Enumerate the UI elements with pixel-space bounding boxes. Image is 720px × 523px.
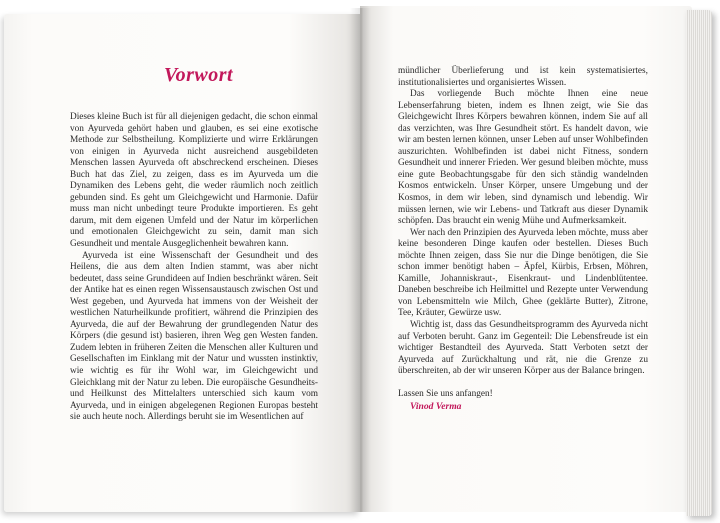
closing-line: Lassen Sie uns anfangen!	[398, 389, 493, 400]
paragraph: Ayurveda ist eine Wissenschaft der Gesundheit und des Heilens, die aus dem alten Indien stammt, was aber nicht bedeutet, dass seine Grundideen auf Indien beschränkt wären. Seit der Antike hat es einen regen Wissensaustausch zwischen Ost und West gegeben, und Ayurveda hat immens von der Weisheit der westlichen Naturheilkunde profitiert, während die Prinzipien des Ayurveda, die auf der Bewahrung der grundlegenden Natur des Körpers (die gesund ist) basieren, ihren Weg gen Westen fanden. Zudem lebten in früheren Zeiten die Menschen aller Kulturen und Gesellschaften im Einklang mit der Natur und wussten instinktiv, wie wichtig es für ihr Wohl war, im Gleichgewicht und Gleichklang mit der Natur zu leben. Die europäische Gesundheits- und Heilkunst des Mittelalters unterschied sich kaum vom Ayurveda, und in einigen abgelegenen Regionen Europas besteht sie auch heute noch. Allerdings beruht sie im Wesentlichen auf	[70, 250, 318, 423]
chapter-title: Vorwort	[164, 64, 234, 86]
page-edges	[686, 10, 712, 516]
right-page-text	[398, 66, 648, 412]
author-signature: Vinod Verma	[410, 400, 462, 412]
left-page-text	[70, 112, 318, 424]
book-spine	[350, 8, 372, 512]
paragraph: Das vorliegende Buch möchte Ihnen eine neue Lebenserfahrung bieten, indem es Ihnen zeigt, wie Sie das Gleichgewicht Ihres Körpers bewahren können, indem Sie auf all das verzichten, was Ihre Gesundheit stört. Es handelt davon, wie wir am besten lernen können, unser Leben auf unser Wohlbefinden auszurichten. Wohlbefinden ist dabei nicht Fitness, sondern Gesundheit und innerer Frieden. Wer gesund bleiben möchte, muss eine gute Beobachtungsgabe für den sich ständig wandelnden Kosmos entwickeln. Unser Körper, unsere Umgebung und der Kosmos, in dem wir leben, sind dynamisch und lebendig. Wir müssen lernen, wie wir Lebens- und Tatkraft aus dieser Dynamik schöpfen. Das braucht ein wenig Mühe und Aufmerksamkeit.	[398, 89, 648, 227]
paragraph: Wer nach den Prinzipien des Ayurveda leben möchte, muss aber keine besonderen Dinge kaufen oder bestellen. Dieses Buch möchte Ihnen zeigen, dass Sie nur die Dinge benötigen, die Sie schon immer benötigt haben – Äpfel, Kürbis, Erbsen, Möhren, Kamille, Johanniskraut-, Eisenkraut- und Lindenblütentee. Daneben beschreibe ich Heilmittel und Rezepte unter Verwendung von Lebensmitteln wie Milch, Ghee (geklärte Butter), Zitrone, Tee, Kräuter, Gewürze usw.	[398, 227, 648, 319]
paragraph: Dieses kleine Buch ist für all diejenigen gedacht, die schon einmal von Ayurveda gehört haben und glauben, es sei eine exotische Methode zur Selbstheilung. Komplizierte und wirre Erklärungen von einigen in Ayurveda nicht ausreichend ausgebildeten Menschen lassen Ayurveda oft abschreckend erscheinen. Dieses Buch hat das Ziel, zu zeigen, dass es im Ayurveda um die Dynamiken des Lebens geht, die weder räumlich noch zeitlich gebunden sind. Es geht um Gleichgewicht und Harmonie. Dafür muss man nicht unbedingt teure Produkte importieren. Es geht darum, mit dem eigenen Umfeld und der Natur im körperlichen und emotionalen Gleichgewicht zu sein, damit man sich Gesundheit und mentale Ausgeglichenheit bewahren kann.	[70, 112, 318, 250]
paragraph: Wichtig ist, dass das Gesundheitsprogramm des Ayurveda nicht auf Verboten beruht. Ganz im Gegenteil: Die Lebensfreude ist ein wichtiger Bestandteil des Ayurveda. Statt Verboten setzt der Ayurveda auf Zurückhaltung und rät, nie die Grenze zu überschreiten, ab der wir unseren Körper aus der Balance bringen.	[398, 320, 648, 377]
paragraph-continuation: mündlicher Überlieferung und ist kein systematisiertes, institutionalisiertes und organisiertes Wissen.	[398, 66, 648, 88]
